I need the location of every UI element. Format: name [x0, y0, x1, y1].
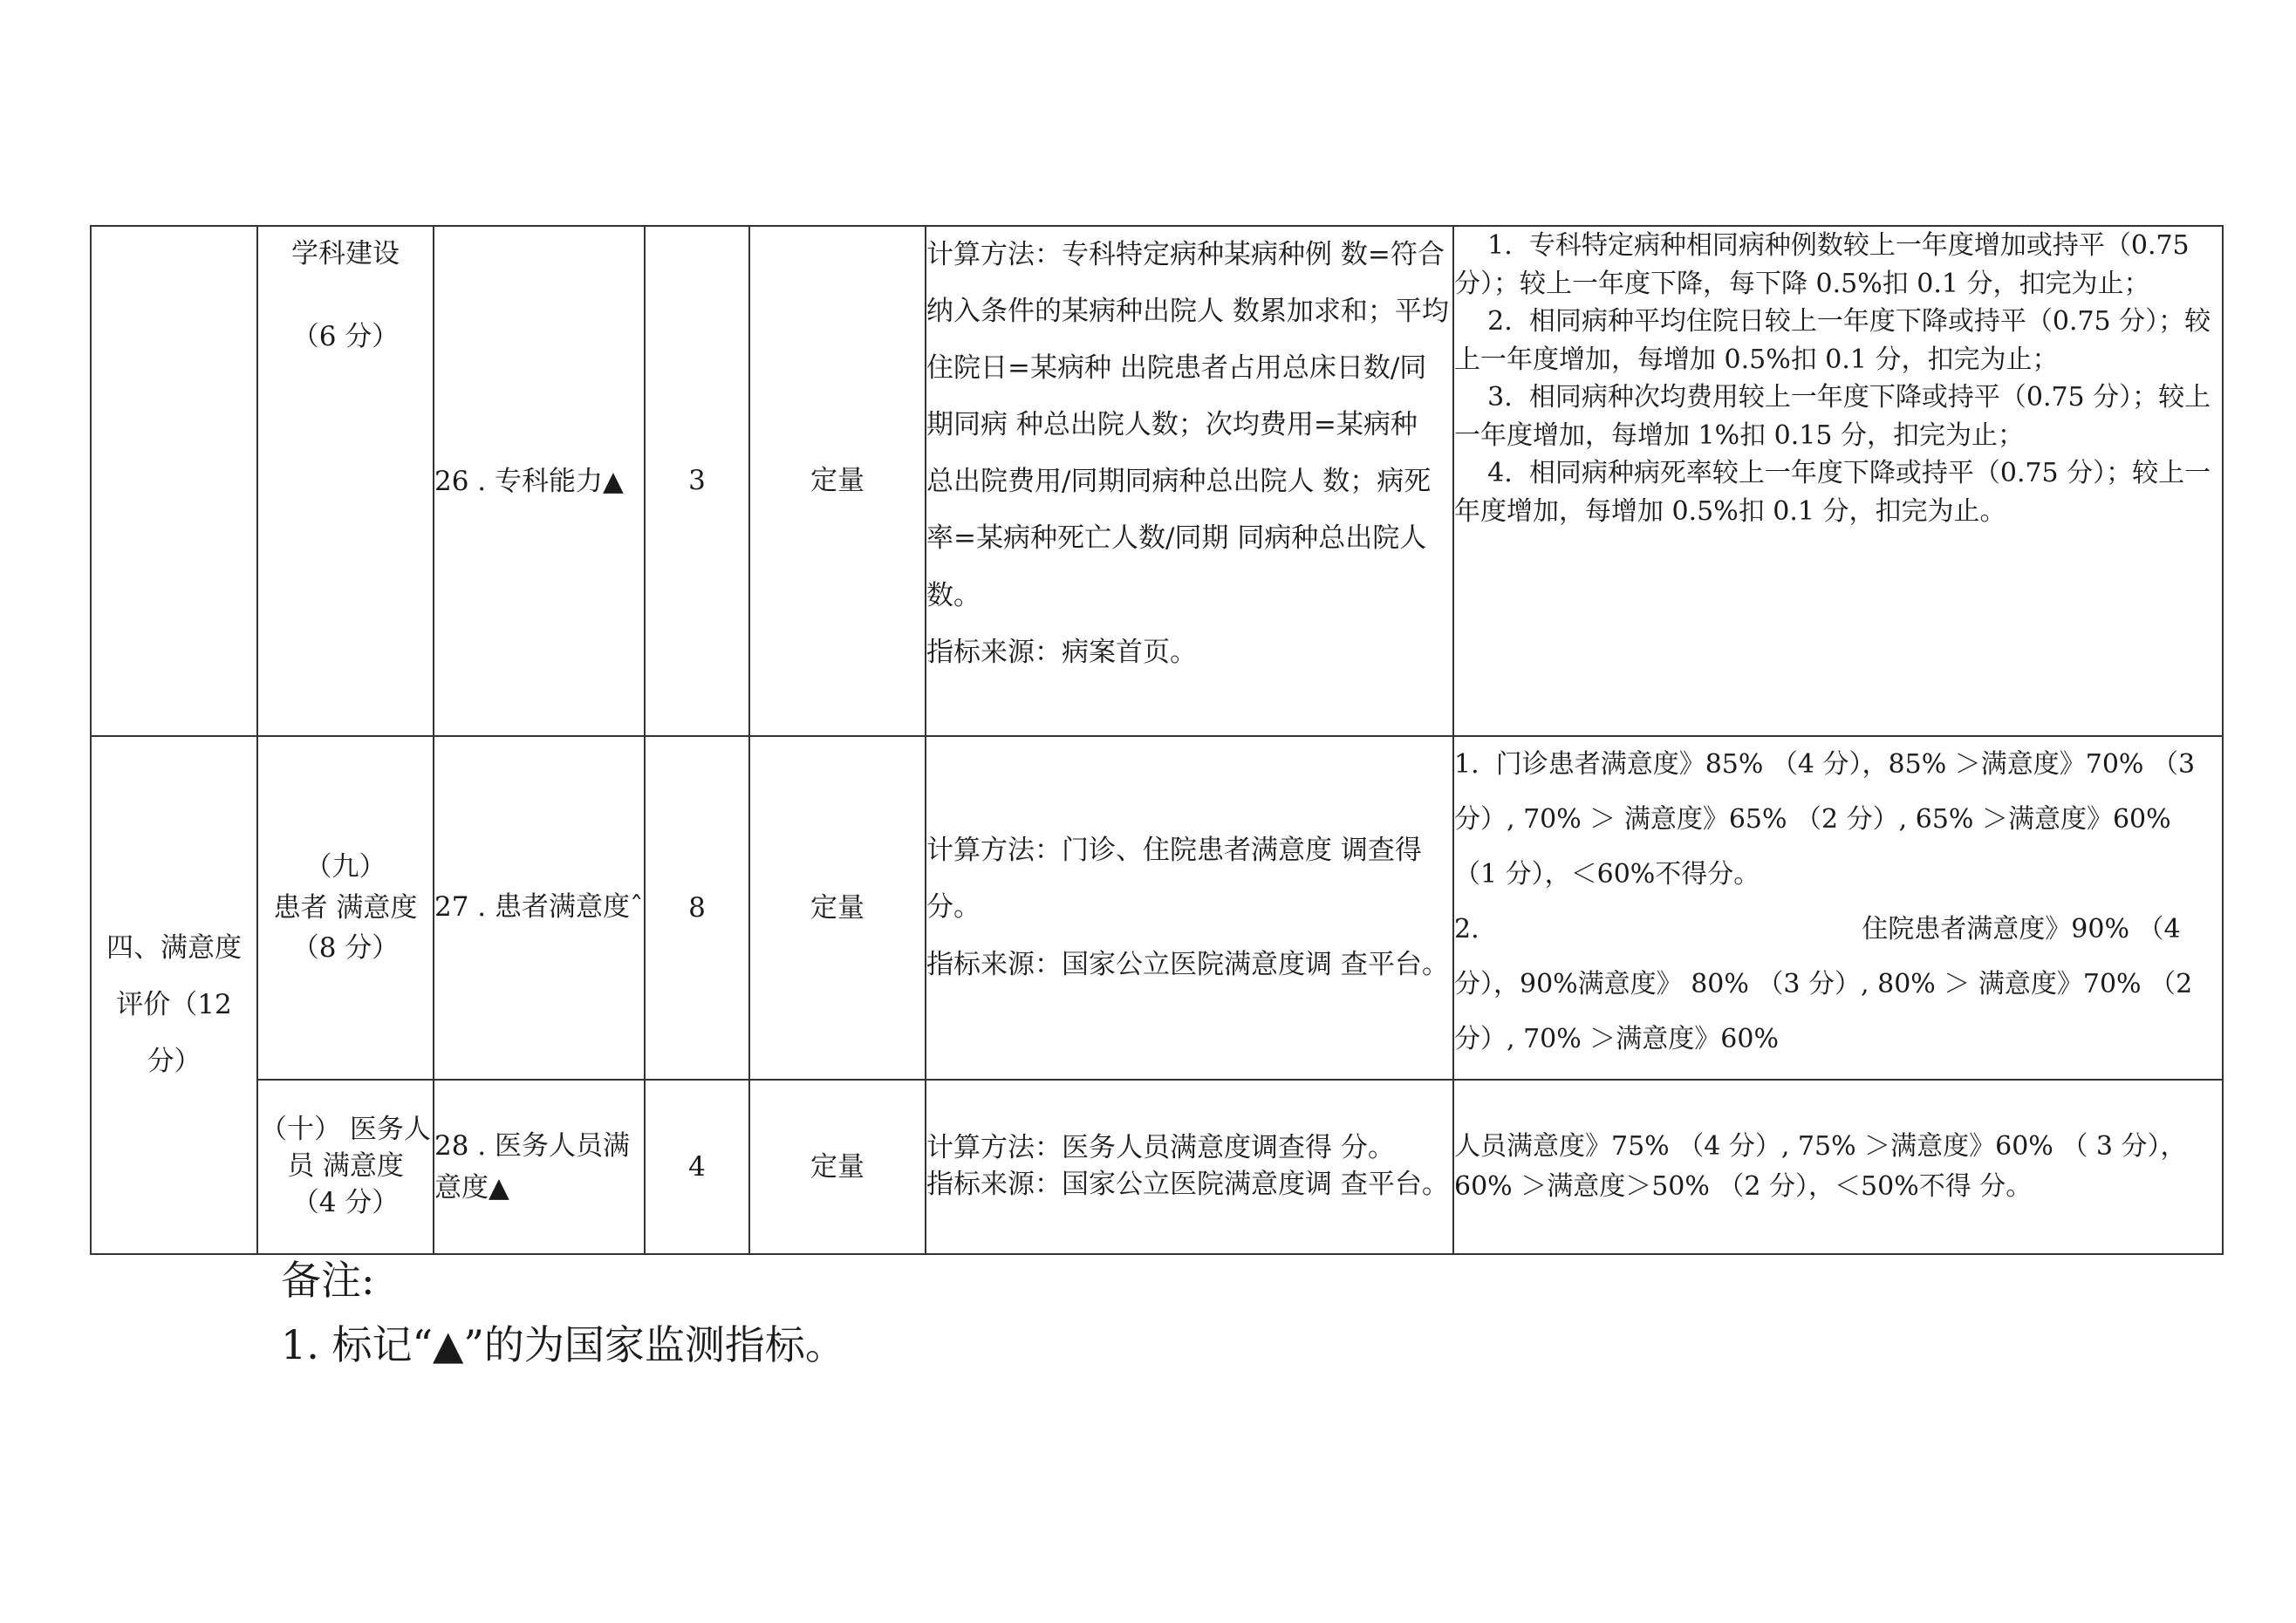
method-cell: 计算方法：门诊、住院患者满意度 调查得分。 指标来源：国家公立医院满意度调 查平台。: [926, 736, 1453, 1080]
indicator-cell: [434, 226, 645, 736]
type-cell: 定量: [749, 1080, 926, 1254]
indicator-table: [90, 225, 2224, 1255]
method-cell: 计算方法：专科特定病种某病种例 数=符合纳入条件的某病种出院人 数累加求和；平均住院日=某病种 出院患者占用总床日数/同期同病 种总出院人数；次均费用=某病种 总出院费用/同期同病种总出院人 数；病死率=某病种死亡人数/同期 同病种总出院人数。 指标来源：病案首页。: [926, 226, 1453, 736]
category-cell: [91, 226, 257, 736]
subcategory-line: （十） 医务人员 满意度: [260, 1114, 431, 1183]
category-label: 四、满意度评价（12 分）: [106, 932, 242, 1078]
criteria-cell: 1. 门诊患者满意度》85% （4 分），85% ＞满意度》70% （3 分）, 70% ＞ 满意度》65% （2 分）, 65% ＞满意度》60% （1 分），＜60%不得分。 2. 住院患者满意度》90% （4 分），90%满意度》 80% （3 分）, 80% ＞ 满意度》70% （2 分）, 70% ＞满意度》60%: [1453, 736, 2223, 1080]
subcategory-line: 学科建设: [291, 238, 400, 269]
subcategory-line: （6 分）: [291, 320, 400, 352]
subcategory-cell: [257, 1080, 434, 1254]
indicator-cell: [434, 736, 645, 1080]
subcategory-cell: [257, 736, 434, 1080]
category-cell: [91, 736, 257, 1254]
method-cell: 计算方法：医务人员满意度调查得 分。 指标来源：国家公立医院满意度调 查平台。: [926, 1080, 1453, 1254]
subcategory-line: 患者 满意度: [273, 891, 418, 924]
table-row: [91, 226, 2223, 736]
indicator-name: 27 . 患者满意度ˆ: [434, 891, 644, 924]
subcategory-cell: [257, 226, 434, 736]
subcategory-line: （九）: [304, 851, 386, 883]
indicator-name: 26 . 专科能力▲: [434, 465, 624, 497]
indicator-name: 28 . 医务人员满意度▲: [434, 1129, 631, 1204]
notes-section: [281, 1249, 845, 1377]
indicator-cell: [434, 1080, 645, 1254]
score-cell: 8: [645, 736, 749, 1080]
type-cell: 定量: [749, 736, 926, 1080]
criteria-cell: 1. 专科特定病种相同病种例数较上一年度增加或持平（0.75 分）；较上一年度下降，每下降 0.5%扣 0.1 分，扣完为止； 2. 相同病种平均住院日较上一年度下降或持平（0.75 分）；较上一年度增加，每增加 0.5%扣 0.1 分，扣完为止； 3. 相同病种次均费用较上一年度下降或持平（0.75 分）；较上一年度增加，每增加 1%扣 0.15 分，扣完为止； 4. 相同病种病死率较上一年度下降或持平（0.75 分）；较上一年度增加，每增加 0.5%扣 0.1 分，扣完为止。: [1453, 226, 2223, 736]
notes-item: 1. 标记“▲”的为国家监测指标。: [281, 1320, 845, 1368]
subcategory-line: （4 分）: [291, 1186, 400, 1218]
criteria-cell: 人员满意度》75% （4 分）, 75% ＞满意度》60% （ 3 分），60% ＞满意度＞50% （2 分），＜50%不得 分。: [1453, 1080, 2223, 1254]
type-cell: 定量: [749, 226, 926, 736]
score-cell: 4: [645, 1080, 749, 1254]
notes-title: 备注:: [281, 1257, 375, 1304]
table-row: [91, 1080, 2223, 1254]
subcategory-line: （8 分）: [291, 932, 400, 965]
score-cell: 3: [645, 226, 749, 736]
table-row: [91, 736, 2223, 1080]
